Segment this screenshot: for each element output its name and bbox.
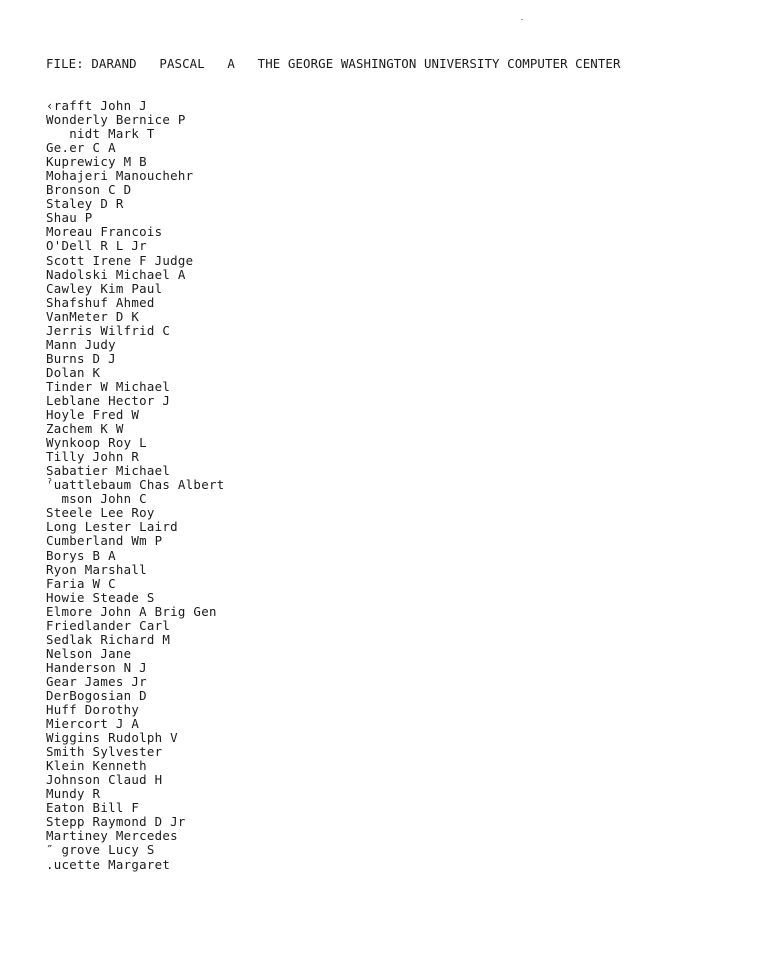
name-entry: Zachem K W (46, 421, 124, 437)
name-entry: Nadolski Michael A (46, 266, 186, 282)
name-entry: Steele Lee Roy (46, 505, 155, 521)
name-entry: Smith Sylvester (46, 744, 163, 760)
name-entry: O'Dell R L Jr (46, 238, 147, 254)
name-entry: Kuprewicy M B (46, 154, 147, 170)
name-entry: Cawley Kim Paul (46, 280, 163, 296)
name-entry: Mohajeri Manouchehr (46, 168, 194, 184)
name-entry: Mundy R (46, 786, 101, 802)
name-entry: Ryon Marshall (46, 561, 147, 577)
name-entry: Scott Irene F Judge (46, 252, 194, 268)
name-entry: Johnson Claud H (46, 772, 163, 788)
name-entry: Borys B A (46, 547, 116, 563)
name-entry: Tilly John R (46, 449, 140, 465)
name-entry: Hoyle Fred W (46, 407, 140, 423)
name-entry: ‹rafft John J (46, 98, 147, 113)
name-entry: Dolan K (46, 364, 101, 380)
name-entry: Burns D J (46, 350, 116, 366)
name-entry: Nelson Jane (46, 645, 132, 661)
name-entry: ˀuattlebaum Chas Albert (46, 477, 225, 493)
name-entry: Shafshuf Ahmed (46, 294, 155, 310)
name-list (46, 99, 224, 872)
name-entry: Faria W C (46, 575, 116, 591)
name-entry: Handerson N J (46, 659, 147, 675)
name-entry: Staley D R (46, 196, 124, 212)
name-entry: Gear James Jr (46, 673, 147, 689)
name-entry: Sabatier Michael (46, 463, 171, 479)
name-entry: Martiney Mercedes (46, 828, 178, 844)
name-entry: nidt Mark T (46, 126, 155, 142)
name-entry: Shau P (46, 210, 93, 226)
name-entry: Long Lester Laird (46, 519, 178, 535)
name-entry: .ucette Margaret (46, 856, 171, 872)
name-entry: Wonderly Bernice P (46, 112, 186, 128)
name-entry: Stepp Raymond D Jr (46, 814, 186, 830)
name-entry: Wynkoop Roy L (46, 435, 147, 451)
name-entry: Howie Steade S (46, 589, 155, 605)
name-entry: Moreau Francois (46, 224, 163, 240)
name-entry: Friedlander Carl (46, 617, 171, 633)
name-entry: Leblane Hector J (46, 392, 171, 408)
scan-speck (521, 19, 523, 20)
name-entry: VanMeter D K (46, 308, 140, 324)
name-entry: mson John C (46, 491, 147, 507)
name-entry: Sedlak Richard M (46, 631, 171, 647)
name-entry: Miercort J A (46, 716, 140, 732)
name-entry: DerBogosian D (46, 687, 147, 703)
name-entry: Wiggins Rudolph V (46, 730, 178, 746)
name-entry: Ge.er C A (46, 140, 116, 156)
name-entry: Eaton Bill F (46, 800, 140, 816)
name-entry: Cumberland Wm P (46, 533, 163, 549)
name-entry: Bronson C D (46, 182, 132, 198)
name-entry: Huff Dorothy (46, 702, 140, 718)
name-entry: Mann Judy (46, 336, 116, 352)
name-entry: Klein Kenneth (46, 758, 147, 774)
file-header: FILE: DARAND PASCAL A THE GEORGE WASHINGTON UNIVERSITY COMPUTER CENTER (46, 56, 621, 71)
name-entry: ″ grove Lucy S (46, 842, 155, 858)
name-entry: Elmore John A Brig Gen (46, 603, 217, 619)
name-entry: Jerris Wilfrid C (46, 322, 171, 338)
name-entry: Tinder W Michael (46, 378, 171, 394)
